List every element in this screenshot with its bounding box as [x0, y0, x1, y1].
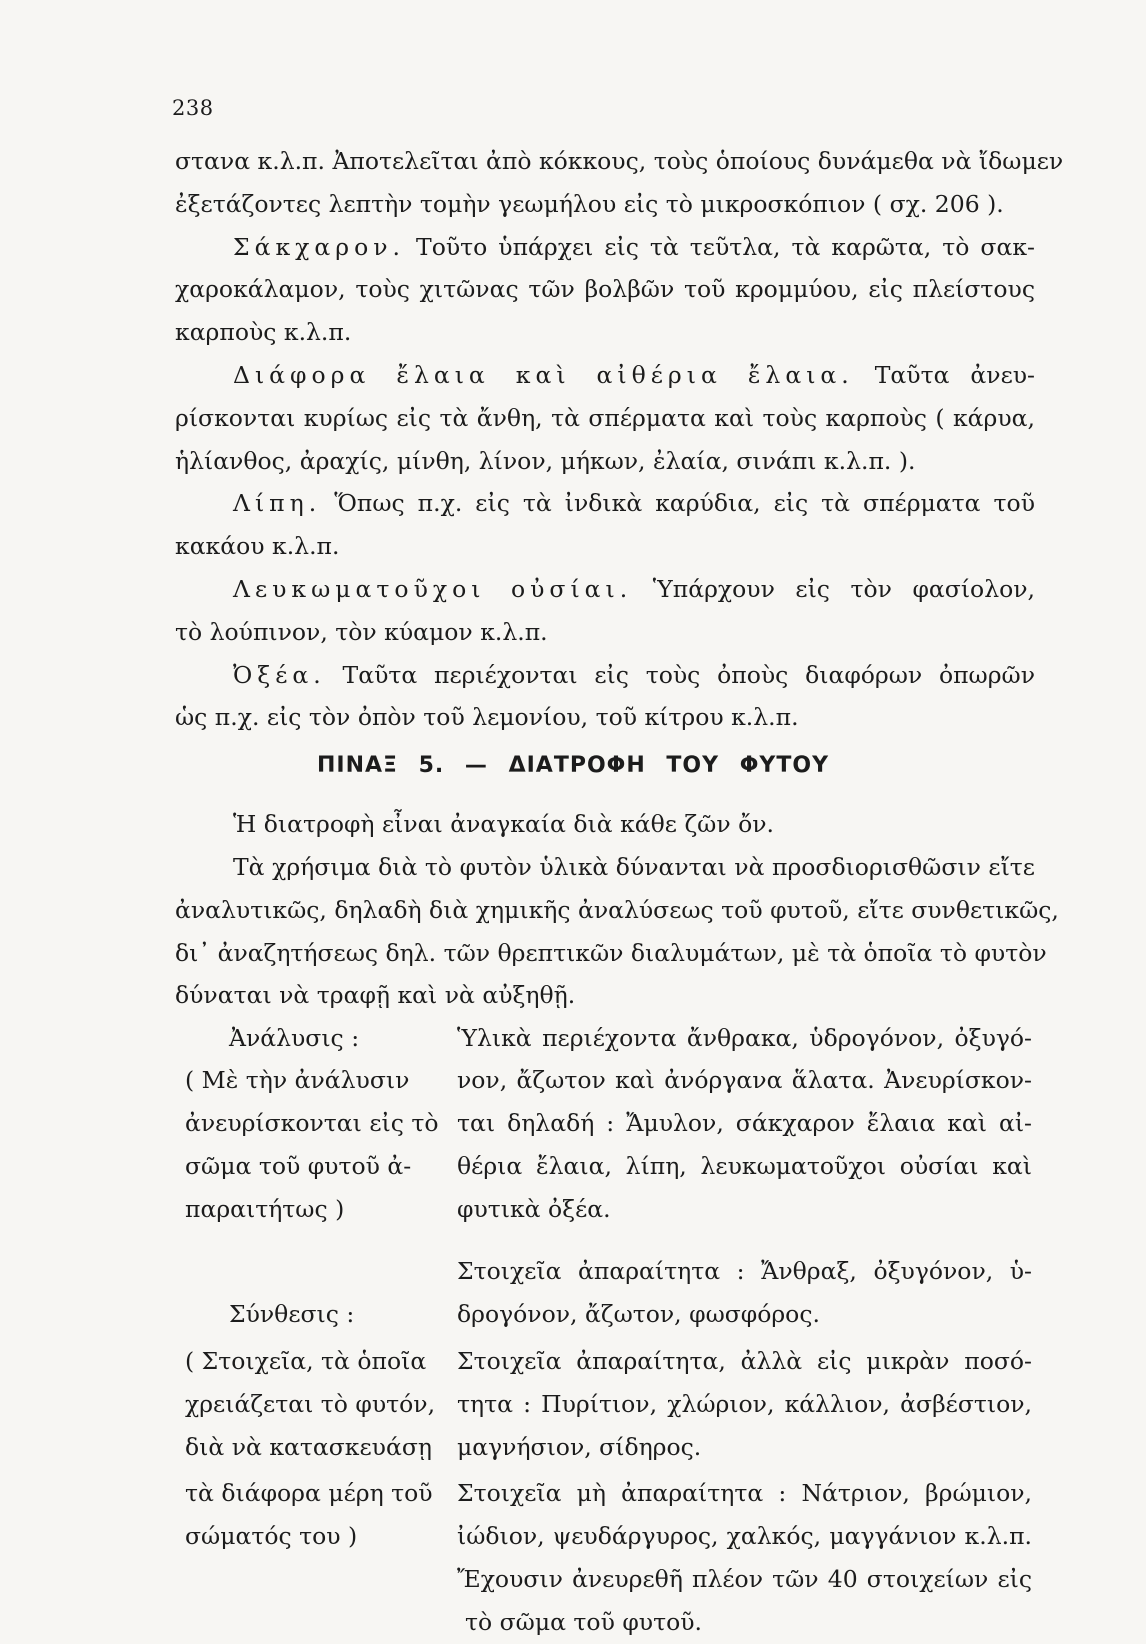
text-line — [175, 354, 1035, 397]
analysis-text: νον, ἄζωτον καὶ ἀνόργανα ἅλατα. Ἀνευρίσκον- — [457, 1066, 1032, 1095]
synthesis-text: δρογόνον, ἄζωτον, φωσφόρος. — [457, 1300, 820, 1329]
text-line — [175, 226, 1035, 269]
text-line: τὸ λούπινον, τὸν κύαμον κ.λ.π. — [175, 617, 548, 646]
text-span: Ταῦτα περιέχονται εἰς τοὺς ὀποὺς διαφόρων ὀπωρῶν — [342, 660, 1035, 689]
section-term: Λίπη. — [233, 489, 322, 518]
synthesis-text: Στοιχεῖα ἀπαραίτητα, ἀλλὰ εἰς μικρὰν ποσό- — [457, 1347, 1032, 1376]
synthesis-text: τητα : Πυρίτιον, χλώριον, κάλλιον, ἀσβέστιον, — [457, 1390, 1032, 1419]
page-number: 238 — [172, 96, 214, 120]
table-title: ΠΙΝΑΞ 5. — ΔΙΑΤΡΟΦΗ ΤΟΥ ΦΥΤΟΥ — [317, 753, 829, 779]
text-line: Τὰ χρήσιμα διὰ τὸ φυτὸν ὑλικὰ δύνανται νὰ προσδιορισθῶσιν εἴτε — [233, 852, 1035, 881]
synthesis-text: ἰώδιον, ψευδάργυρος, χαλκός, μαγγάνιον κ.λ.π. — [457, 1522, 1032, 1551]
section-term: Διάφορα ἔλαια καὶ αἰθέρια ἔλαια. — [233, 360, 854, 389]
synthesis-note: σώματός του ) — [185, 1522, 358, 1551]
synthesis-text: μαγνήσιον, σίδηρος. — [457, 1433, 702, 1462]
text-line: καρποὺς κ.λ.π. — [175, 318, 352, 347]
analysis-note: ἀνευρίσκονται εἰς τὸ — [185, 1109, 439, 1138]
synthesis-text: Ἔχουσιν ἀνευρεθῆ πλέον τῶν 40 στοιχείων εἰς — [457, 1565, 1032, 1594]
page-body — [175, 140, 1064, 1637]
text-line: Ἡ διατροφὴ εἶναι ἀναγκαία διὰ κάθε ζῶν ὄν. — [233, 810, 775, 839]
synthesis-text: Στοιχεῖα μὴ ἀπαραίτητα : Νάτριον, βρώμιον, — [457, 1479, 1032, 1508]
section-term: Ὀξέα. — [233, 660, 326, 689]
text-line — [175, 654, 1035, 697]
text-span: Ὑπάρχουν εἰς τὸν φασίολον, — [652, 574, 1035, 603]
table-title-row — [175, 739, 1035, 803]
synthesis-note: διὰ νὰ κατασκευάσῃ — [185, 1433, 432, 1462]
text-line: ὡς π.χ. εἰς τὸν ὀπὸν τοῦ λεμονίου, τοῦ κίτρου κ.λ.π. — [175, 703, 799, 732]
section-term: Σάκχαρον. — [233, 232, 406, 261]
text-line — [175, 568, 1035, 611]
synthesis-note: χρειάζεται τὸ φυτόν, — [185, 1390, 436, 1419]
text-span: Ταῦτα ἀνευ- — [874, 360, 1035, 389]
synthesis-note: τὰ διάφορα μέρη τοῦ — [185, 1479, 433, 1508]
nutrition-table — [175, 1017, 1035, 1637]
analysis-note: σῶμα τοῦ φυτοῦ ἀ- — [185, 1152, 412, 1181]
analysis-text: ται δηλαδή : Ἄμυλον, σάκχαρον ἔλαια καὶ αἰ- — [457, 1109, 1032, 1138]
text-line: κακάου κ.λ.π. — [175, 532, 340, 561]
analysis-text: Ὑλικὰ περιέχοντα ἄνθρακα, ὑδρογόνον, ὀξυγό- — [457, 1024, 1032, 1053]
synthesis-text: τὸ σῶμα τοῦ φυτοῦ. — [465, 1608, 702, 1637]
analysis-note: ( Μὲ τὴν ἀνάλυσιν — [185, 1066, 410, 1095]
text-line: δύναται νὰ τραφῇ καὶ νὰ αὐξηθῇ. — [175, 981, 576, 1010]
text-line: ἐξετάζοντες λεπτὴν τομὴν γεωμήλου εἰς τὸ μικροσκόπιον ( σχ. 206 ). — [175, 189, 1004, 218]
text-line: στανα κ.λ.π. Ἀποτελεῖται ἀπὸ κόκκους, τοὺς ὁποίους δυνάμεθα νὰ ἴδωμεν — [175, 147, 1064, 175]
text-span: Ὅπως π.χ. εἰς τὰ ἰνδικὰ καρύδια, εἰς τὰ σπέρματα τοῦ — [334, 489, 1035, 518]
text-line: ρίσκονται κυρίως εἰς τὰ ἄνθη, τὰ σπέρματα καὶ τοὺς καρποὺς ( κάρυα, — [175, 403, 1035, 432]
synthesis-heading: Σύνθεσις : — [229, 1300, 355, 1329]
analysis-note: παραιτήτως ) — [185, 1195, 345, 1224]
text-span: Τοῦτο ὑπάρχει εἰς τὰ τεῦτλα, τὰ καρῶτα, τὸ σακ- — [416, 232, 1035, 261]
text-line: ἀναλυτικῶς, δηλαδὴ διὰ χημικῆς ἀναλύσεως τοῦ φυτοῦ, εἴτε συνθετικῶς, — [175, 895, 1059, 924]
text-line: δι᾽ ἀναζητήσεως δηλ. τῶν θρεπτικῶν διαλυμάτων, μὲ τὰ ὁποῖα τὸ φυτὸν — [175, 938, 1047, 967]
section-term: Λευκωματοῦχοι οὐσίαι. — [233, 574, 633, 603]
analysis-text: θέρια ἔλαια, λίπη, λευκωματοῦχοι οὐσίαι καὶ — [457, 1152, 1032, 1181]
analysis-heading: Ἀνάλυσις : — [229, 1024, 360, 1053]
text-line: ἡλίανθος, ἀραχίς, μίνθη, λίνον, μήκων, ἐλαία, σινάπι κ.λ.π. ). — [175, 446, 916, 475]
synthesis-note: ( Στοιχεῖα, τὰ ὁποῖα — [185, 1347, 427, 1376]
text-line: χαροκάλαμον, τοὺς χιτῶνας τῶν βολβῶν τοῦ κρομμύου, εἰς πλείστους — [175, 275, 1035, 304]
text-line — [175, 482, 1035, 525]
synthesis-text: Στοιχεῖα ἀπαραίτητα : Ἄνθραξ, ὀξυγόνον, ὑ- — [457, 1257, 1032, 1286]
analysis-text: φυτικὰ ὀξέα. — [457, 1195, 611, 1224]
